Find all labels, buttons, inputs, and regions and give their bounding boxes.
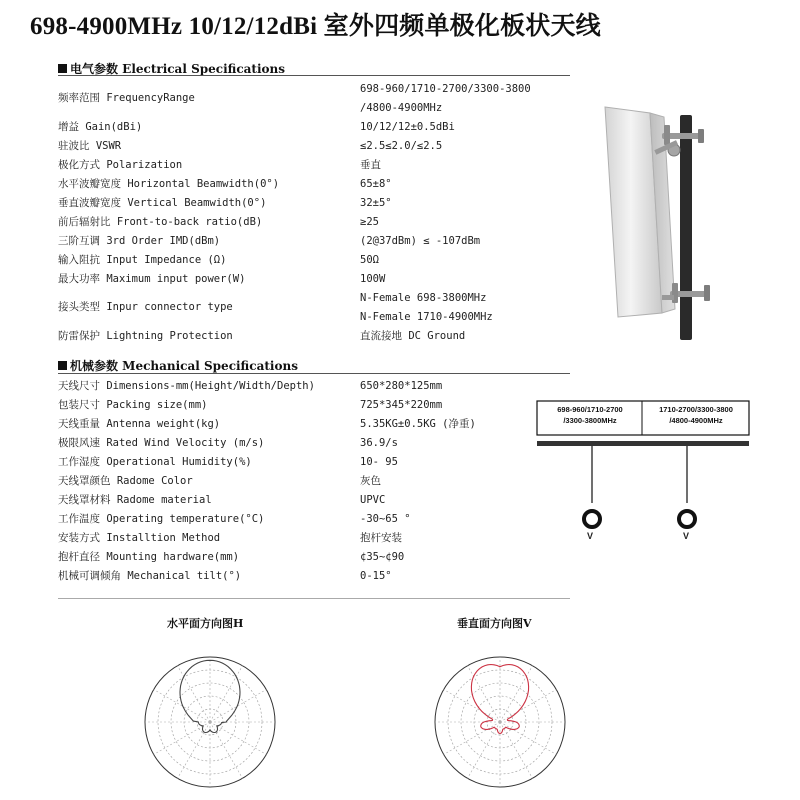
electrical-top-rule	[58, 75, 570, 76]
electrical-row-value-2: /4800-4900MHz	[360, 102, 443, 114]
mechanical-row	[58, 396, 570, 415]
mechanical-row	[58, 434, 570, 453]
electrical-row	[58, 118, 570, 137]
mechanical-row-label: 天线罩材料 Radome material	[58, 494, 212, 506]
electrical-row	[58, 289, 570, 327]
electrical-row-label: 接头类型 Inpur connector type	[58, 301, 233, 313]
bullet-square-icon	[58, 64, 67, 73]
horizontal-pattern-grid-spoke	[210, 666, 243, 722]
electrical-row-value: 直流接地 DC Ground	[360, 330, 466, 342]
mechanical-row-value: 10- 95	[360, 456, 398, 468]
electrical-row-value: 100W	[360, 273, 386, 285]
page-title: 698-4900MHz 10/12/12dBi 室外四频单极化板状天线	[30, 13, 601, 40]
horizontal-pattern-grid-spoke	[210, 722, 243, 778]
horizontal-pattern-grid-spoke	[178, 666, 211, 722]
electrical-row-label: 极化方式 Polarization	[58, 159, 183, 171]
mechanical-row-label: 极限风速 Rated Wind Velocity (m/s)	[58, 437, 265, 449]
vertical-radiation-pattern	[415, 650, 585, 800]
electrical-row	[58, 194, 570, 213]
mechanical-row	[58, 415, 570, 434]
horizontal-pattern-grid-spoke	[210, 722, 266, 755]
electrical-row	[58, 327, 570, 346]
antenna-product-image	[580, 95, 770, 345]
electrical-row-value: (2@37dBm) ≤ -107dBm	[360, 235, 481, 247]
mechanical-row-value: -30~65 °	[360, 513, 411, 525]
mechanical-row-label: 机械可调倾角 Mechanical tilt(°)	[58, 570, 242, 582]
port-2-connector-icon	[679, 511, 695, 527]
port-base-bar	[537, 441, 749, 446]
mechanical-row-label: 天线罩颜色 Radome Color	[58, 475, 193, 487]
mechanical-row	[58, 567, 570, 586]
horizontal-pattern-grid-spoke	[154, 722, 210, 755]
electrical-row	[58, 80, 570, 118]
mechanical-row	[58, 491, 570, 510]
horizontal-pattern-grid-spoke	[210, 690, 266, 723]
electrical-row	[58, 175, 570, 194]
horizontal-pattern-grid-spoke	[154, 690, 210, 723]
mechanical-row-value: 650*280*125mm	[360, 380, 443, 392]
electrical-row-value: 32±5°	[360, 197, 392, 209]
electrical-row	[58, 251, 570, 270]
mechanical-row-value: ¢35~¢90	[360, 551, 405, 563]
vertical-pattern-grid-spoke	[444, 722, 500, 755]
electrical-row-value: ≤2.5≤2.0/≤2.5	[360, 140, 443, 152]
mechanical-row-value: 0-15°	[360, 570, 392, 582]
port-1-polarization: V	[587, 531, 594, 541]
mechanical-row-label: 天线重量 Antenna weight(kg)	[58, 418, 221, 430]
mechanical-row	[58, 377, 570, 396]
electrical-row	[58, 137, 570, 156]
mechanical-row-label: 天线尺寸 Dimensions-mm(Height/Width/Depth)	[58, 380, 315, 392]
port-1-connector-icon	[584, 511, 600, 527]
electrical-row-label: 三阶互调 3rd Order IMD(dBm)	[58, 235, 221, 247]
electrical-row-label: 前后辐射比 Front-to-back ratio(dB)	[58, 216, 263, 228]
mechanical-row-label: 工作温度 Operating temperature(°C)	[58, 513, 265, 525]
electrical-row	[58, 156, 570, 175]
mechanical-row	[58, 472, 570, 491]
electrical-row-value: ≥25	[360, 216, 379, 228]
electrical-row	[58, 270, 570, 289]
electrical-row	[58, 232, 570, 251]
mechanical-row-value: 灰色	[360, 475, 381, 487]
electrical-row-value: 10/12/12±0.5dBi	[360, 121, 455, 133]
mechanical-row	[58, 529, 570, 548]
mechanical-row	[58, 548, 570, 567]
electrical-row-value: 65±8°	[360, 178, 392, 190]
electrical-row-label: 输入阻抗 Input Impedance (Ω)	[58, 254, 227, 266]
electrical-row-label: 增益 Gain(dBi)	[58, 121, 143, 133]
mechanical-row-label: 安装方式 Installtion Method	[58, 532, 221, 544]
vertical-pattern-grid-spoke	[500, 722, 533, 778]
mechanical-row-value: 抱杆安装	[360, 532, 402, 544]
horizontal-pattern-grid-spoke	[178, 722, 211, 778]
mechanical-row-value: UPVC	[360, 494, 386, 506]
mechanical-row-label: 抱杆直径 Mounting hardware(mm)	[58, 551, 240, 563]
mounting-pole	[680, 115, 692, 340]
port-1-label: 698-960/1710-2700 /3300-3800MHz	[557, 405, 623, 425]
electrical-row-value: N-Female 698-3800MHz	[360, 292, 487, 304]
electrical-row	[58, 213, 570, 232]
electrical-row-label: 防雷保护 Lightning Protection	[58, 330, 233, 342]
mechanical-row-label: 包装尺寸 Packing size(mm)	[58, 399, 208, 411]
electrical-row-value: 698-960/1710-2700/3300-3800	[360, 83, 531, 95]
electrical-row-label: 频率范围 FrequencyRange	[58, 92, 195, 104]
mechanical-row-value: 36.9/s	[360, 437, 398, 449]
electrical-row-label: 驻波比 VSWR	[58, 140, 122, 152]
electrical-row-value: 50Ω	[360, 254, 379, 266]
mechanical-row-value: 725*345*220mm	[360, 399, 443, 411]
vertical-pattern-grid-spoke	[500, 722, 556, 755]
mechanical-bottom-rule	[58, 598, 570, 599]
electrical-row-label: 垂直波瓣宽度 Vertical Beamwidth(0°)	[58, 197, 267, 209]
electrical-row-value-2: N-Female 1710-4900MHz	[360, 311, 493, 323]
mechanical-heading: 机械参数 Mechanical Specifications	[58, 357, 298, 374]
horizontal-radiation-pattern	[125, 650, 295, 800]
mechanical-row-value: 5.35KG±0.5KG (净重)	[360, 418, 476, 430]
mechanical-row-label: 工作湿度 Operational Humidity(%)	[58, 456, 252, 468]
mechanical-row	[58, 453, 570, 472]
mechanical-row	[58, 510, 570, 529]
vertical-pattern-grid-spoke	[468, 722, 501, 778]
mechanical-top-rule	[58, 373, 570, 374]
electrical-row-label: 最大功率 Maximum input power(W)	[58, 273, 246, 285]
vertical-pattern-title: 垂直面方向图V	[457, 617, 532, 630]
bullet-square-icon	[58, 361, 67, 370]
electrical-row-value: 垂直	[360, 159, 381, 171]
electrical-heading: 电气参数 Electrical Specifications	[58, 60, 285, 77]
port-2-label: 1710-2700/3300-3800 /4800-4900MHz	[659, 405, 733, 425]
horizontal-pattern-title: 水平面方向图H	[167, 617, 244, 630]
electrical-row-label: 水平波瓣宽度 Horizontal Beamwidth(0°)	[58, 178, 280, 190]
port-2-polarization: V	[683, 531, 690, 541]
